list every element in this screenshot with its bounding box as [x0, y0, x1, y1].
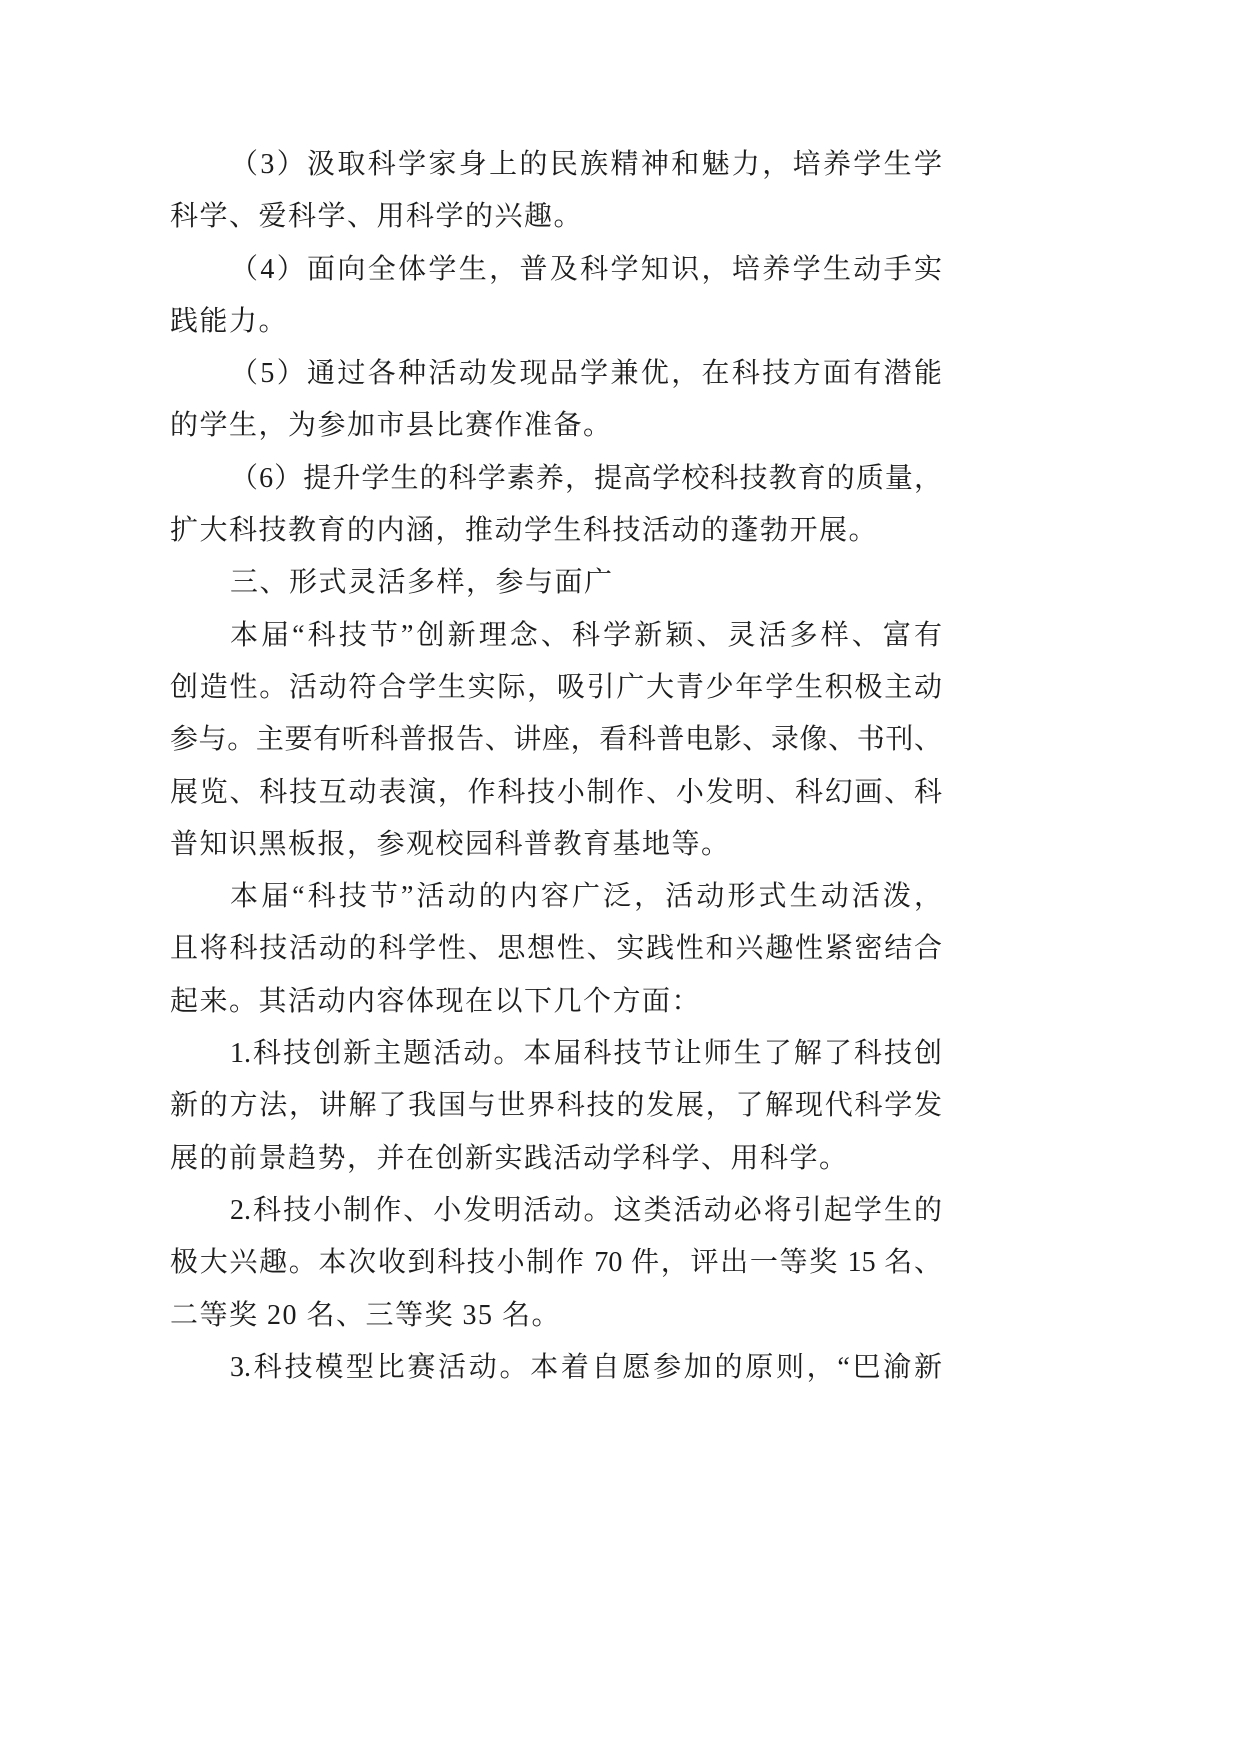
text-line: 2.科技小制作、小发明活动。这类活动必将引起学生的 — [230, 1194, 942, 1226]
paragraph-item-4 — [170, 244, 942, 349]
text-line: （3）汲取科学家身上的民族精神和魅力，培养学生学 — [230, 149, 942, 180]
paragraph-item-5 — [170, 348, 942, 453]
paragraph-item-3 — [170, 139, 942, 244]
text-line: 起来。其活动内容体现在以下几个方面： — [170, 985, 702, 1017]
text-line: 新的方法，讲解了我国与世界科技的发展，了解现代科学发 — [170, 1090, 942, 1122]
text-line: 3.科技模型比赛活动。本着自愿参加的原则，“巴渝新 — [230, 1351, 942, 1383]
paragraph-item-6 — [170, 453, 942, 558]
body-text — [170, 139, 942, 1394]
text-line: 践能力。 — [170, 305, 289, 337]
text-line: 展览、科技互动表演，作科技小制作、小发明、科幻画、科 — [170, 776, 942, 808]
text-line: 本届“科技节”创新理念、科学新颖、灵活多样、富有 — [230, 619, 942, 651]
text-line: 极大兴趣。本次收到科技小制作 70 件，评出一等奖 15 名、 — [170, 1247, 942, 1279]
text-line: 的学生，为参加市县比赛作准备。 — [170, 410, 613, 442]
paragraph-activity-1 — [170, 1028, 942, 1185]
text-line: 且将科技活动的科学性、思想性、实践性和兴趣性紧密结合 — [170, 933, 942, 965]
paragraph-activity-2 — [170, 1185, 942, 1342]
text-line: 扩大科技教育的内涵，推动学生科技活动的蓬勃开展。 — [170, 515, 879, 547]
text-line: 展的前景趋势，并在创新实践活动学科学、用科学。 — [170, 1142, 849, 1174]
text-line: （6）提升学生的科学素养，提高学校科技教育的质量， — [230, 462, 942, 494]
paragraph-activity-3 — [170, 1342, 942, 1394]
text-line: 本届“科技节”活动的内容广泛，活动形式生动活泼， — [230, 881, 942, 913]
heading-line: 三、形式灵活多样，参与面广 — [230, 567, 614, 599]
text-line: 科学、爱科学、用科学的兴趣。 — [170, 201, 584, 233]
text-line: 二等奖 20 名、三等奖 35 名。 — [170, 1299, 562, 1331]
text-line: 创造性。活动符合学生实际，吸引广大青少年学生积极主动 — [170, 671, 942, 703]
section-heading — [170, 557, 942, 609]
text-line: （4）面向全体学生，普及科学知识，培养学生动手实 — [230, 253, 942, 285]
paragraph-format-overview — [170, 610, 942, 871]
paragraph-content-overview — [170, 871, 942, 1028]
text-line: 普知识黑板报，参观校园科普教育基地等。 — [170, 828, 731, 860]
text-line: （5）通过各种活动发现品学兼优，在科技方面有潜能 — [230, 358, 942, 390]
text-line: 参与。主要有听科普报告、讲座，看科普电影、录像、书刊、 — [170, 724, 942, 756]
text-line: 1.科技创新主题活动。本届科技节让师生了解了科技创 — [230, 1038, 942, 1070]
